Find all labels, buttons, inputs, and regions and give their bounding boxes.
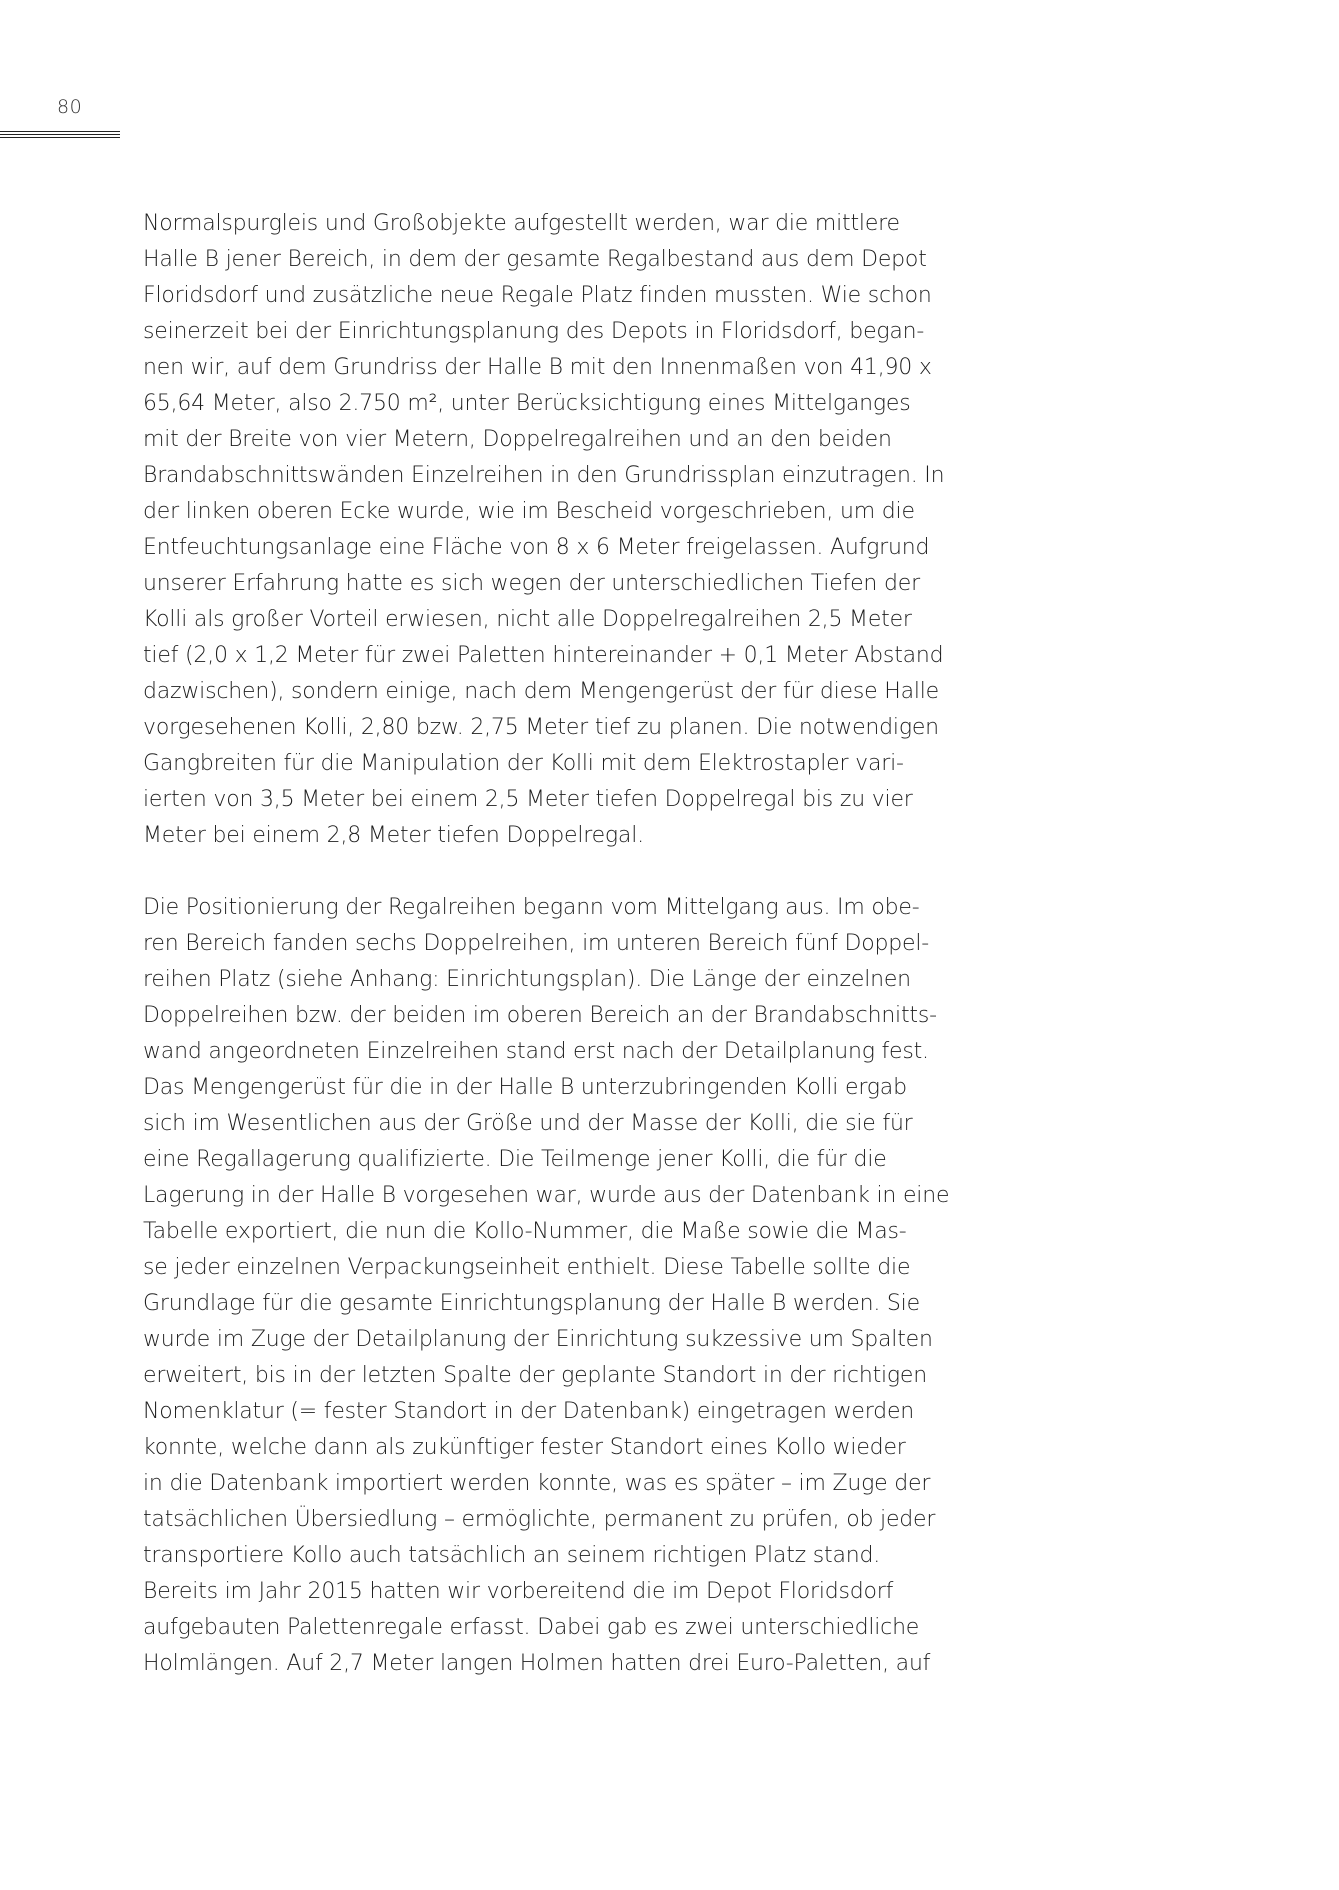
text-line: 65,64 Meter, also 2.750 m², unter Berücksichtigung eines Mittelganges — [143, 391, 911, 416]
text-line: wand angeordneten Einzelreihen stand erst nach der Detailplanung fest. — [143, 1039, 929, 1064]
text-line: Nomenklatur (= fester Standort in der Datenbank) eingetragen werden — [143, 1399, 915, 1424]
text-line: Normalspurgleis und Großobjekte aufgestellt werden, war die mittlere — [143, 211, 900, 236]
text-line: in die Datenbank importiert werden konnte, was es später – im Zuge der — [143, 1471, 931, 1496]
text-line: Doppelreihen bzw. der beiden im oberen Bereich an der Brandabschnitts- — [143, 1003, 937, 1028]
page-number: 80 — [57, 96, 83, 118]
text-line: dazwischen), sondern einige, nach dem Mengengerüst der für diese Halle — [143, 679, 940, 704]
text-line: Meter bei einem 2,8 Meter tiefen Doppelregal. — [143, 823, 644, 848]
text-line: Gangbreiten für die Manipulation der Kolli mit dem Elektrostapler vari- — [143, 751, 904, 776]
header-rule — [0, 131, 120, 132]
text-line: Brandabschnittswänden Einzelreihen in den Grundrissplan einzutragen. In — [143, 463, 945, 488]
body-text — [143, 206, 1033, 1682]
header-rule — [0, 134, 120, 135]
text-line: Grundlage für die gesamte Einrichtungsplanung der Halle B werden. Sie — [143, 1291, 920, 1316]
paragraph — [143, 890, 1033, 1682]
text-line: Tabelle exportiert, die nun die Kollo-Nummer, die Maße sowie die Mas- — [143, 1219, 907, 1244]
text-line: Floridsdorf und zusätzliche neue Regale Platz finden mussten. Wie schon — [143, 283, 932, 308]
text-line: reihen Platz (siehe Anhang: Einrichtungsplan). Die Länge der einzelnen — [143, 967, 911, 992]
header-rule — [0, 137, 120, 138]
text-line: Entfeuchtungsanlage eine Fläche von 8 x 6 Meter freigelassen. Aufgrund — [143, 535, 930, 560]
text-line: erweitert, bis in der letzten Spalte der geplante Standort in der richtigen — [143, 1363, 927, 1388]
text-line: tatsächlichen Übersiedlung – ermöglichte, permanent zu prüfen, ob jeder — [143, 1507, 936, 1532]
text-line: Lagerung in der Halle B vorgesehen war, wurde aus der Datenbank in eine — [143, 1183, 950, 1208]
text-line: der linken oberen Ecke wurde, wie im Bescheid vorgeschrieben, um die — [143, 499, 915, 524]
text-line: Kolli als großer Vorteil erwiesen, nicht alle Doppelregalreihen 2,5 Meter — [143, 607, 912, 632]
text-line: ren Bereich fanden sechs Doppelreihen, im unteren Bereich fünf Doppel- — [143, 931, 929, 956]
text-line: unserer Erfahrung hatte es sich wegen der unterschiedlichen Tiefen der — [143, 571, 920, 596]
text-line: vorgesehenen Kolli, 2,80 bzw. 2,75 Meter tief zu planen. Die notwendigen — [143, 715, 939, 740]
text-line: Holmlängen. Auf 2,7 Meter langen Holmen hatten drei Euro-Paletten, auf — [143, 1651, 931, 1676]
text-line: konnte, welche dann als zukünftiger fester Standort eines Kollo wieder — [143, 1435, 906, 1460]
text-line: eine Regallagerung qualifizierte. Die Teilmenge jener Kolli, die für die — [143, 1147, 887, 1172]
text-line: aufgebauten Palettenregale erfasst. Dabei gab es zwei unterschiedliche — [143, 1615, 920, 1640]
paragraph — [143, 206, 1033, 854]
text-line: Das Mengengerüst für die in der Halle B unterzubringenden Kolli ergab — [143, 1075, 907, 1100]
text-line: tief (2,0 x 1,2 Meter für zwei Paletten hintereinander + 0,1 Meter Abstand — [143, 643, 944, 668]
text-line: ierten von 3,5 Meter bei einem 2,5 Meter tiefen Doppelregal bis zu vier — [143, 787, 913, 812]
text-line: wurde im Zuge der Detailplanung der Einrichtung sukzessive um Spalten — [143, 1327, 933, 1352]
text-line: mit der Breite von vier Metern, Doppelregalreihen und an den beiden — [143, 427, 892, 452]
text-line: sich im Wesentlichen aus der Größe und der Masse der Kolli, die sie für — [143, 1111, 913, 1136]
text-line: Bereits im Jahr 2015 hatten wir vorbereitend die im Depot Floridsdorf — [143, 1579, 894, 1604]
text-line: transportiere Kollo auch tatsächlich an seinem richtigen Platz stand. — [143, 1543, 881, 1568]
text-line: Halle B jener Bereich, in dem der gesamte Regalbestand aus dem Depot — [143, 247, 927, 272]
text-line: seinerzeit bei der Einrichtungsplanung des Depots in Floridsdorf, began- — [143, 319, 925, 344]
text-line: Die Positionierung der Regalreihen begann vom Mittelgang aus. Im obe- — [143, 895, 920, 920]
text-line: nen wir, auf dem Grundriss der Halle B mit den Innenmaßen von 41,90 x — [143, 355, 932, 380]
text-line: se jeder einzelnen Verpackungseinheit enthielt. Diese Tabelle sollte die — [143, 1255, 911, 1280]
